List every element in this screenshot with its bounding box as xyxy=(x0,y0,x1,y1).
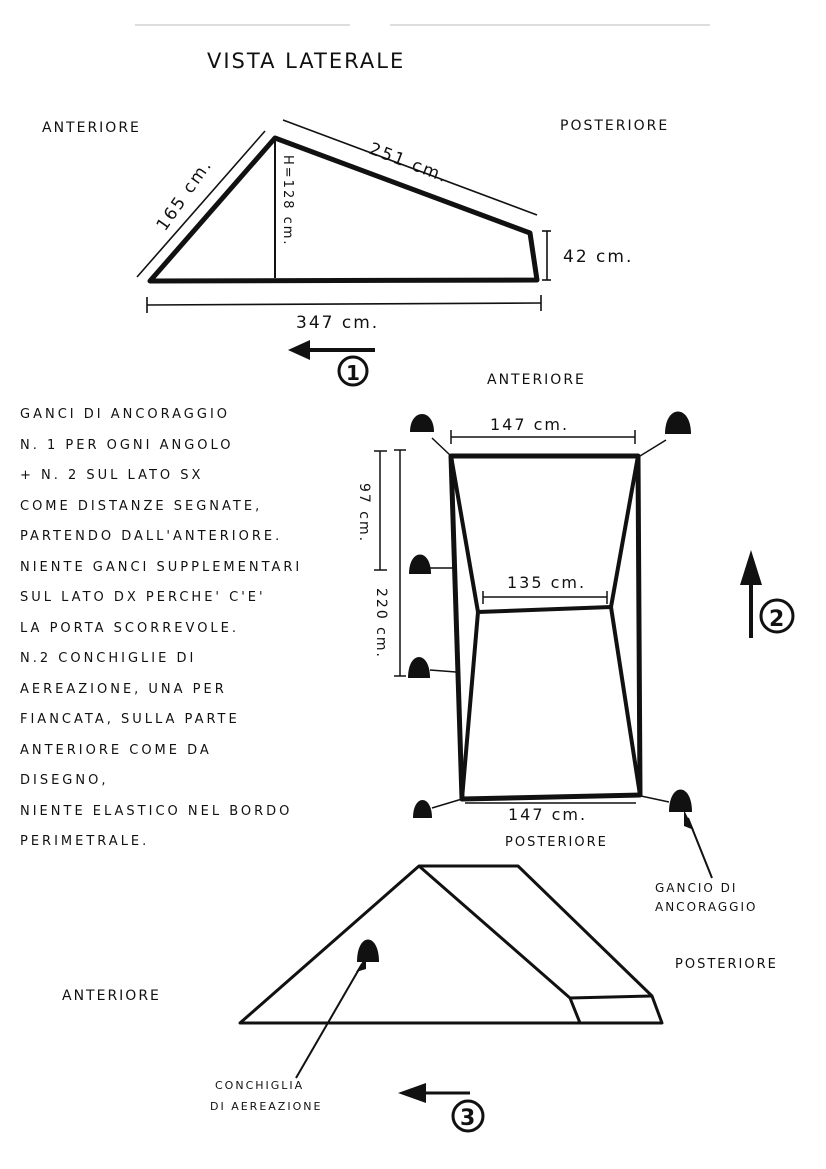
note-line: NIENTE GANCI SUPPLEMENTARI xyxy=(20,559,303,575)
dim-line-base xyxy=(147,303,541,305)
note-line: SUL LATO DX PERCHE' C'E' xyxy=(20,590,266,605)
direction-number-2: 2 xyxy=(769,607,787,632)
direction-arrow-3 xyxy=(398,1083,483,1131)
perspective-outline xyxy=(240,866,662,1023)
hook-distance-97-label: 97 cm. xyxy=(356,483,372,544)
bottom-width-label: 147 cm. xyxy=(508,805,588,824)
vent-callout-arrow xyxy=(296,964,362,1078)
hook-label-line2: ANCORAGGIO xyxy=(655,900,758,914)
vent-label-line1: CONCHIGLIA xyxy=(215,1079,305,1092)
vent-label-line2: DI AEREAZIONE xyxy=(210,1100,323,1113)
rear-slope-label: 251 cm. xyxy=(366,138,452,188)
rear-height-label: 42 cm. xyxy=(563,247,634,267)
perspective-inner-lines xyxy=(419,866,652,1023)
side-view xyxy=(42,49,669,385)
hook-label-line1: GANCIO DI xyxy=(655,881,738,895)
top-outline xyxy=(451,456,640,799)
note-line: N. 1 PER OGNI ANGOLO xyxy=(20,437,234,453)
note-line: + N. 2 SUL LATO SX xyxy=(20,468,204,483)
note-line: FIANCATA, SULLA PARTE xyxy=(20,712,240,727)
note-line: PARTENDO DALL'ANTERIORE. xyxy=(20,529,283,544)
anchor-hook-icon xyxy=(641,790,692,813)
note-line: N.2 CONCHIGLIE DI xyxy=(20,651,197,666)
anchoring-notes xyxy=(20,400,360,858)
top-view-front-label: ANTERIORE xyxy=(487,372,586,388)
vent-shell-icon xyxy=(357,940,379,963)
note-line: LA PORTA SCORREVOLE. xyxy=(20,620,240,636)
anchor-hook-icon xyxy=(410,414,451,456)
perspective-rear-label: POSTERIORE xyxy=(675,957,778,972)
direction-arrow-2 xyxy=(740,550,793,638)
direction-arrow-1 xyxy=(288,340,375,385)
direction-number-3: 3 xyxy=(460,1106,478,1131)
side-profile-shape xyxy=(150,138,537,281)
top-width-label: 147 cm. xyxy=(490,415,570,434)
mid-width-label: 135 cm. xyxy=(507,573,587,592)
note-line: NIENTE ELASTICO NEL BORDO xyxy=(20,803,293,819)
hook-distance-220-label: 220 cm. xyxy=(373,588,389,659)
top-inner-frame xyxy=(451,456,640,799)
side-view-rear-label: POSTERIORE xyxy=(560,118,670,134)
side-view-front-label: ANTERIORE xyxy=(42,120,141,136)
anchor-hook-icon xyxy=(640,412,691,457)
height-label: H=128 cm. xyxy=(280,155,295,247)
anchor-hook-icon xyxy=(413,799,462,818)
front-slope-label: 165 cm. xyxy=(152,155,217,235)
base-length-label: 347 cm. xyxy=(296,313,380,333)
note-line: DISEGNO, xyxy=(20,773,109,788)
note-line: AEREAZIONE, UNA PER xyxy=(20,681,227,697)
direction-number-1: 1 xyxy=(346,361,362,385)
top-view-rear-label: POSTERIORE xyxy=(505,835,608,850)
note-line: COME DISTANZE SEGNATE, xyxy=(20,498,263,514)
perspective-front-label: ANTERIORE xyxy=(62,988,161,1004)
dim-line-front-slope xyxy=(137,131,265,277)
note-line: GANCI DI ANCORAGGIO xyxy=(20,407,231,422)
anchor-hook-icon xyxy=(409,555,453,575)
note-line: ANTERIORE COME DA xyxy=(20,742,212,758)
note-line: PERIMETRALE. xyxy=(20,834,150,849)
anchor-hook-icon xyxy=(408,657,456,678)
side-view-title: VISTA LATERALE xyxy=(207,49,406,73)
top-view xyxy=(356,372,793,914)
